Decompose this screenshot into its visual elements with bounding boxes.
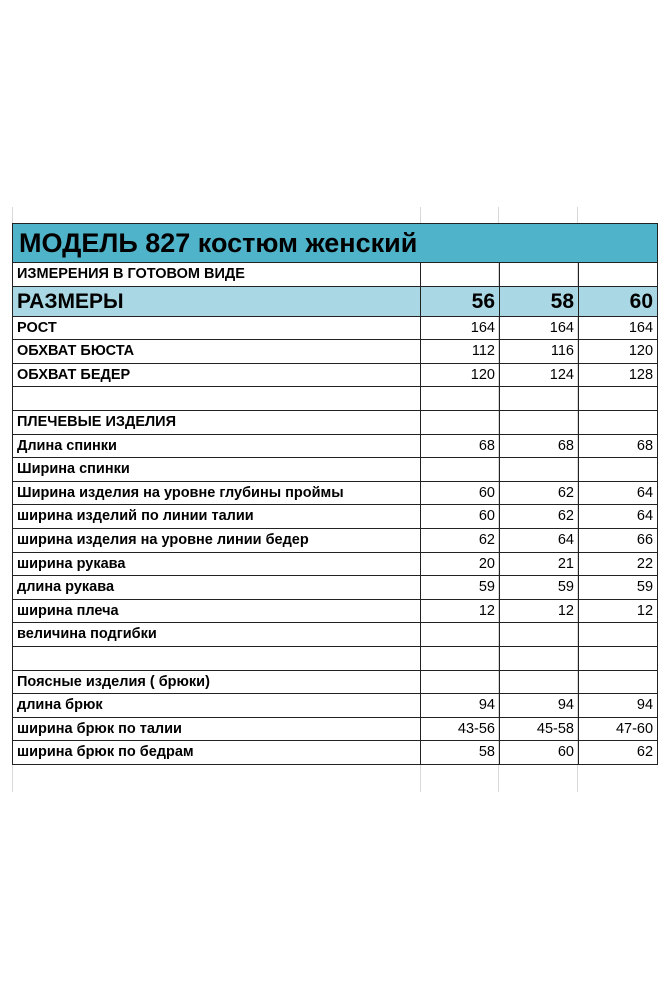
- row-label[interactable]: РОСТ: [13, 316, 421, 340]
- row-label[interactable]: величина подгибки: [13, 623, 421, 647]
- table-row: [13, 741, 658, 765]
- table-row: [13, 340, 658, 364]
- table-row: [13, 670, 658, 694]
- row-value[interactable]: 116: [500, 340, 579, 364]
- row-value[interactable]: 62: [500, 505, 579, 529]
- table-row: [13, 599, 658, 623]
- row-value[interactable]: 120: [421, 363, 500, 387]
- row-value[interactable]: [579, 387, 658, 411]
- row-value[interactable]: 60: [500, 741, 579, 765]
- row-value[interactable]: 164: [579, 316, 658, 340]
- table-row: [13, 481, 658, 505]
- row-value[interactable]: 59: [579, 576, 658, 600]
- row-label[interactable]: [13, 387, 421, 411]
- row-value[interactable]: 62: [421, 528, 500, 552]
- table-title[interactable]: МОДЕЛЬ 827 костюм женский: [13, 224, 658, 263]
- row-value[interactable]: 112: [421, 340, 500, 364]
- row-label[interactable]: [13, 646, 421, 670]
- row-value[interactable]: 20: [421, 552, 500, 576]
- row-value[interactable]: [500, 387, 579, 411]
- row-value[interactable]: 43-56: [421, 717, 500, 741]
- table-row: [13, 528, 658, 552]
- row-value[interactable]: 62: [500, 481, 579, 505]
- row-value[interactable]: 68: [579, 434, 658, 458]
- row-value[interactable]: [500, 458, 579, 482]
- row-label[interactable]: Поясные изделия ( брюки): [13, 670, 421, 694]
- row-label[interactable]: ширина рукава: [13, 552, 421, 576]
- row-label[interactable]: Ширина спинки: [13, 458, 421, 482]
- row-value[interactable]: 124: [500, 363, 579, 387]
- row-label[interactable]: ПЛЕЧЕВЫЕ ИЗДЕЛИЯ: [13, 410, 421, 434]
- row-label[interactable]: ОБХВАТ БЮСТА: [13, 340, 421, 364]
- row-label[interactable]: ширина брюк по талии: [13, 717, 421, 741]
- row-label[interactable]: ширина изделия на уровне линии бедер: [13, 528, 421, 552]
- row-value[interactable]: 64: [579, 505, 658, 529]
- row-label[interactable]: ширина плеча: [13, 599, 421, 623]
- row-value[interactable]: 60: [421, 505, 500, 529]
- row-value[interactable]: [500, 646, 579, 670]
- row-value[interactable]: 22: [579, 552, 658, 576]
- row-value[interactable]: 12: [579, 599, 658, 623]
- row-value[interactable]: 68: [421, 434, 500, 458]
- table-row: [13, 717, 658, 741]
- row-label[interactable]: длина брюк: [13, 694, 421, 718]
- size-56[interactable]: 56: [421, 286, 500, 316]
- row-label[interactable]: ОБХВАТ БЕДЕР: [13, 363, 421, 387]
- empty-cell[interactable]: [500, 263, 579, 287]
- row-value[interactable]: 59: [500, 576, 579, 600]
- row-value[interactable]: 120: [579, 340, 658, 364]
- row-value[interactable]: [500, 623, 579, 647]
- subtitle-row: [13, 263, 658, 287]
- row-value[interactable]: 94: [421, 694, 500, 718]
- table-row: [13, 646, 658, 670]
- size-58[interactable]: 58: [500, 286, 579, 316]
- table-row: [13, 434, 658, 458]
- sizes-row: [13, 286, 658, 316]
- table-row: [13, 505, 658, 529]
- row-value[interactable]: 94: [579, 694, 658, 718]
- empty-cell[interactable]: [421, 263, 500, 287]
- row-label[interactable]: ширина изделий по линии талии: [13, 505, 421, 529]
- row-value[interactable]: 59: [421, 576, 500, 600]
- row-value[interactable]: 45-58: [500, 717, 579, 741]
- row-value[interactable]: 12: [421, 599, 500, 623]
- row-value[interactable]: [421, 623, 500, 647]
- row-value[interactable]: 60: [421, 481, 500, 505]
- row-value[interactable]: [500, 670, 579, 694]
- row-value[interactable]: [421, 410, 500, 434]
- row-value[interactable]: [500, 410, 579, 434]
- row-value[interactable]: 128: [579, 363, 658, 387]
- row-value[interactable]: 64: [500, 528, 579, 552]
- table-row: [13, 363, 658, 387]
- row-label[interactable]: длина рукава: [13, 576, 421, 600]
- row-value[interactable]: 58: [421, 741, 500, 765]
- row-value[interactable]: [579, 646, 658, 670]
- row-value[interactable]: [579, 458, 658, 482]
- row-value[interactable]: 94: [500, 694, 579, 718]
- row-value[interactable]: 164: [500, 316, 579, 340]
- row-value[interactable]: 21: [500, 552, 579, 576]
- row-label[interactable]: ширина брюк по бедрам: [13, 741, 421, 765]
- table-row: [13, 623, 658, 647]
- table-row: [13, 387, 658, 411]
- row-value[interactable]: 64: [579, 481, 658, 505]
- table-row: [13, 694, 658, 718]
- table-row: [13, 410, 658, 434]
- row-value[interactable]: [421, 387, 500, 411]
- row-label[interactable]: Ширина изделия на уровне глубины проймы: [13, 481, 421, 505]
- row-value[interactable]: [579, 410, 658, 434]
- row-value[interactable]: 66: [579, 528, 658, 552]
- row-value[interactable]: [421, 670, 500, 694]
- row-value[interactable]: 68: [500, 434, 579, 458]
- table-row: [13, 576, 658, 600]
- size-60[interactable]: 60: [579, 286, 658, 316]
- empty-cell[interactable]: [579, 263, 658, 287]
- row-value[interactable]: [421, 458, 500, 482]
- table-row: [13, 316, 658, 340]
- row-value[interactable]: 12: [500, 599, 579, 623]
- spreadsheet-area: [0, 207, 667, 792]
- row-value[interactable]: 62: [579, 741, 658, 765]
- row-value[interactable]: [579, 670, 658, 694]
- row-value[interactable]: [579, 623, 658, 647]
- sizes-label[interactable]: РАЗМЕРЫ: [13, 286, 421, 316]
- table-row: [13, 458, 658, 482]
- table-subtitle[interactable]: ИЗМЕРЕНИЯ В ГОТОВОМ ВИДЕ: [13, 263, 421, 287]
- title-row: [13, 224, 658, 263]
- row-value[interactable]: [421, 646, 500, 670]
- size-chart-table: [12, 223, 658, 765]
- row-value[interactable]: 47-60: [579, 717, 658, 741]
- row-value[interactable]: 164: [421, 316, 500, 340]
- row-label[interactable]: Длина спинки: [13, 434, 421, 458]
- table-row: [13, 552, 658, 576]
